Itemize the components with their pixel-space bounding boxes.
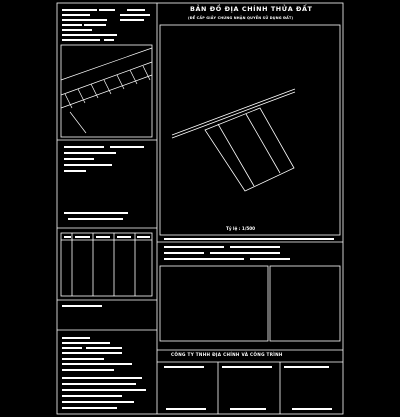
inset-map-frame: [61, 45, 152, 137]
company-name: CÔNG TY TNHH ĐỊA CHÍNH VÀ CÔNG TRÌNH: [171, 352, 283, 357]
main-parcel: [172, 89, 295, 191]
map-scale-label: Tỷ lệ : 1/500: [226, 226, 256, 231]
map-title: BẢN ĐỒ ĐỊA CHÍNH THỬA ĐẤT: [190, 5, 313, 13]
inset-parcel-strip: [61, 48, 152, 133]
main-map-frame: [160, 25, 340, 235]
lower-box-right: [270, 266, 340, 341]
map-subtitle: (ĐỂ CẤP GIẤY CHỨNG NHẬN QUYỀN SỬ DỤNG ĐẤT): [188, 16, 294, 20]
lower-box-left: [160, 266, 268, 341]
left-table: [61, 233, 152, 296]
